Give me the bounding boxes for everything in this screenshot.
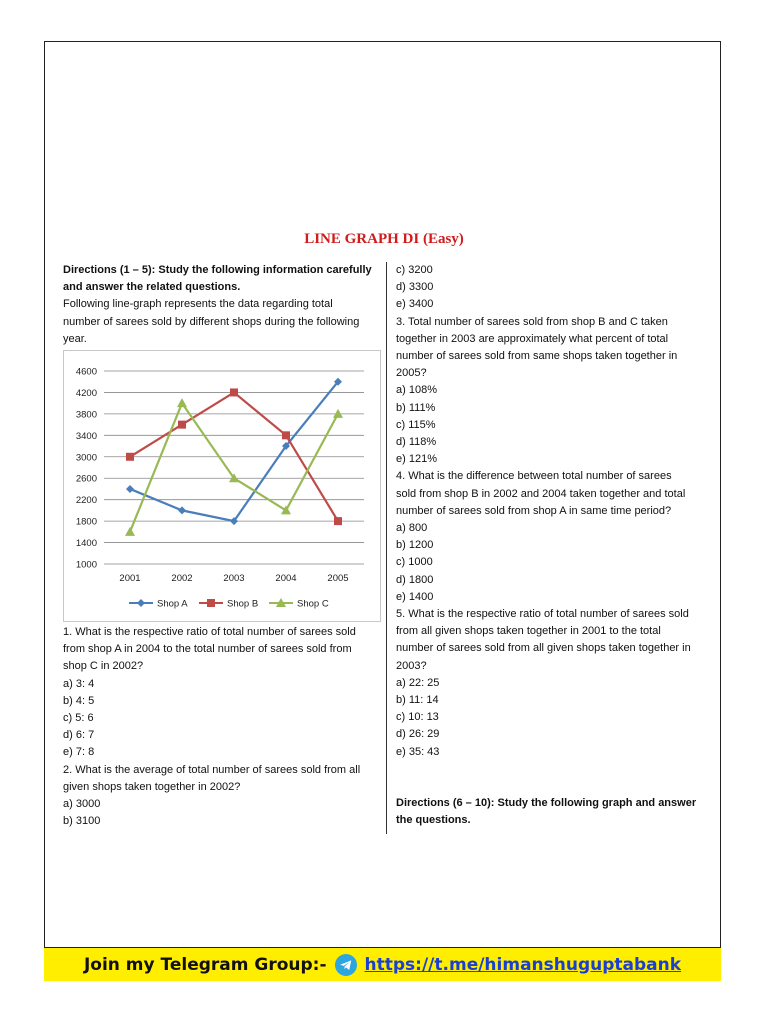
y-tick-label: 3800 xyxy=(75,409,97,421)
text-line: 4. What is the difference between total number of sarees xyxy=(396,470,672,483)
line-chart xyxy=(63,350,381,622)
text-line: a) 3: 4 xyxy=(63,677,95,690)
directions-heading-line: Directions (6 – 10): Study the following graph and answer xyxy=(396,797,697,810)
text-line: shop C in 2002? xyxy=(63,660,144,673)
footer-label: Join my Telegram Group:- xyxy=(83,954,327,975)
legend-label: Shop C xyxy=(297,598,329,610)
data-point xyxy=(137,599,145,607)
text-line: c) 10: 13 xyxy=(396,711,439,724)
y-tick-label: 4200 xyxy=(75,387,97,399)
text-line: c) 5: 6 xyxy=(63,712,94,725)
y-tick-label: 1800 xyxy=(75,516,97,528)
y-tick-label: 4600 xyxy=(75,366,97,378)
telegram-icon[interactable] xyxy=(335,954,357,976)
intro-line: number of sarees sold by different shops during the following xyxy=(63,315,360,328)
data-point xyxy=(281,505,291,514)
text-line: 2003? xyxy=(396,659,427,672)
text-line: 5. What is the respective ratio of total number of sarees sold xyxy=(396,608,689,621)
text-line: e) 3400 xyxy=(396,298,434,311)
text-line: sold from shop B in 2002 and 2004 taken together and total xyxy=(396,487,686,500)
directions-heading-line: the questions. xyxy=(396,814,471,827)
series-line xyxy=(130,382,338,521)
telegram-plane-icon xyxy=(339,958,353,972)
y-tick-label: 1000 xyxy=(75,559,97,571)
data-point xyxy=(333,409,343,418)
x-tick-label: 2002 xyxy=(171,573,193,584)
data-point xyxy=(126,453,134,461)
text-line: from all given shops taken together in 2001 to the total xyxy=(396,625,661,638)
data-point xyxy=(230,388,238,396)
y-tick-label: 2200 xyxy=(75,495,97,507)
legend-label: Shop A xyxy=(157,598,188,610)
series-line xyxy=(130,403,338,532)
data-point xyxy=(334,517,342,525)
line-chart-svg xyxy=(64,351,382,623)
page-title: LINE GRAPH DI (Easy) xyxy=(304,231,464,247)
text-line: b) 11: 14 xyxy=(396,694,439,707)
x-tick-label: 2001 xyxy=(119,573,141,584)
data-point xyxy=(178,421,186,429)
text-line: 2. What is the average of total number of sarees sold from all xyxy=(63,763,361,776)
text-line: b) 3100 xyxy=(63,815,101,828)
text-line: number of sarees sold from shop A in same time period? xyxy=(396,504,672,517)
text-line: 2005? xyxy=(396,367,427,380)
text-line: a) 3000 xyxy=(63,798,101,811)
text-line: e) 1400 xyxy=(396,590,434,603)
y-tick-label: 1400 xyxy=(75,538,97,550)
text-line: from shop A in 2004 to the total number of sarees sold from xyxy=(63,643,352,656)
text-line: b) 111% xyxy=(396,401,436,414)
legend-label: Shop B xyxy=(227,598,259,610)
right-column xyxy=(396,262,712,830)
y-tick-label: 3400 xyxy=(75,430,97,442)
text-line: e) 35: 43 xyxy=(396,745,440,758)
spacer xyxy=(396,761,712,778)
text-line: given shops taken together in 2002? xyxy=(63,780,241,793)
intro-line: Following line-graph represents the data regarding total xyxy=(63,298,333,311)
text-line: c) 1000 xyxy=(396,556,433,569)
text-line: together in 2003 are approximately what percent of total xyxy=(396,332,669,345)
x-tick-label: 2004 xyxy=(275,573,297,584)
text-line: a) 800 xyxy=(396,522,428,535)
text-line: a) 22: 25 xyxy=(396,676,440,689)
text-line: c) 115% xyxy=(396,418,436,431)
text-line: d) 6: 7 xyxy=(63,729,95,742)
data-point xyxy=(282,431,290,439)
text-line: b) 1200 xyxy=(396,539,434,552)
x-tick-label: 2003 xyxy=(223,573,245,584)
text-line: a) 108% xyxy=(396,384,437,397)
data-point xyxy=(126,485,134,493)
data-point xyxy=(178,506,186,514)
directions-heading-line: and answer the related questions. xyxy=(63,281,241,294)
text-line: d) 3300 xyxy=(396,281,434,294)
text-line: e) 121% xyxy=(396,453,437,466)
text-line: c) 3200 xyxy=(396,264,433,276)
text-line: 3. Total number of sarees sold from shop B and C taken xyxy=(396,315,668,328)
y-tick-label: 2600 xyxy=(75,473,97,485)
left-bottom-column xyxy=(63,624,381,830)
text-line: b) 4: 5 xyxy=(63,694,95,707)
text-line: d) 1800 xyxy=(396,573,434,586)
text-line: number of sarees sold from same shops taken together in xyxy=(396,350,678,363)
left-column xyxy=(63,262,381,348)
column-divider xyxy=(386,262,387,834)
text-line: d) 118% xyxy=(396,436,437,449)
text-line: 1. What is the respective ratio of total number of sarees sold xyxy=(63,626,356,638)
telegram-footer xyxy=(44,947,721,981)
y-tick-label: 3000 xyxy=(75,452,97,464)
text-line: e) 7: 8 xyxy=(63,746,95,759)
x-tick-label: 2005 xyxy=(327,573,349,584)
data-point xyxy=(177,398,187,407)
data-point xyxy=(207,599,215,607)
spacer xyxy=(396,778,712,795)
telegram-link[interactable]: https://t.me/himanshuguptabank xyxy=(364,954,682,975)
intro-line: year. xyxy=(63,332,87,345)
text-line: d) 26: 29 xyxy=(396,728,440,741)
text-line: number of sarees sold from all given shops taken together in xyxy=(396,642,691,655)
directions-heading-line: Directions (1 – 5): Study the following information carefully xyxy=(63,264,372,276)
data-point xyxy=(125,527,135,536)
